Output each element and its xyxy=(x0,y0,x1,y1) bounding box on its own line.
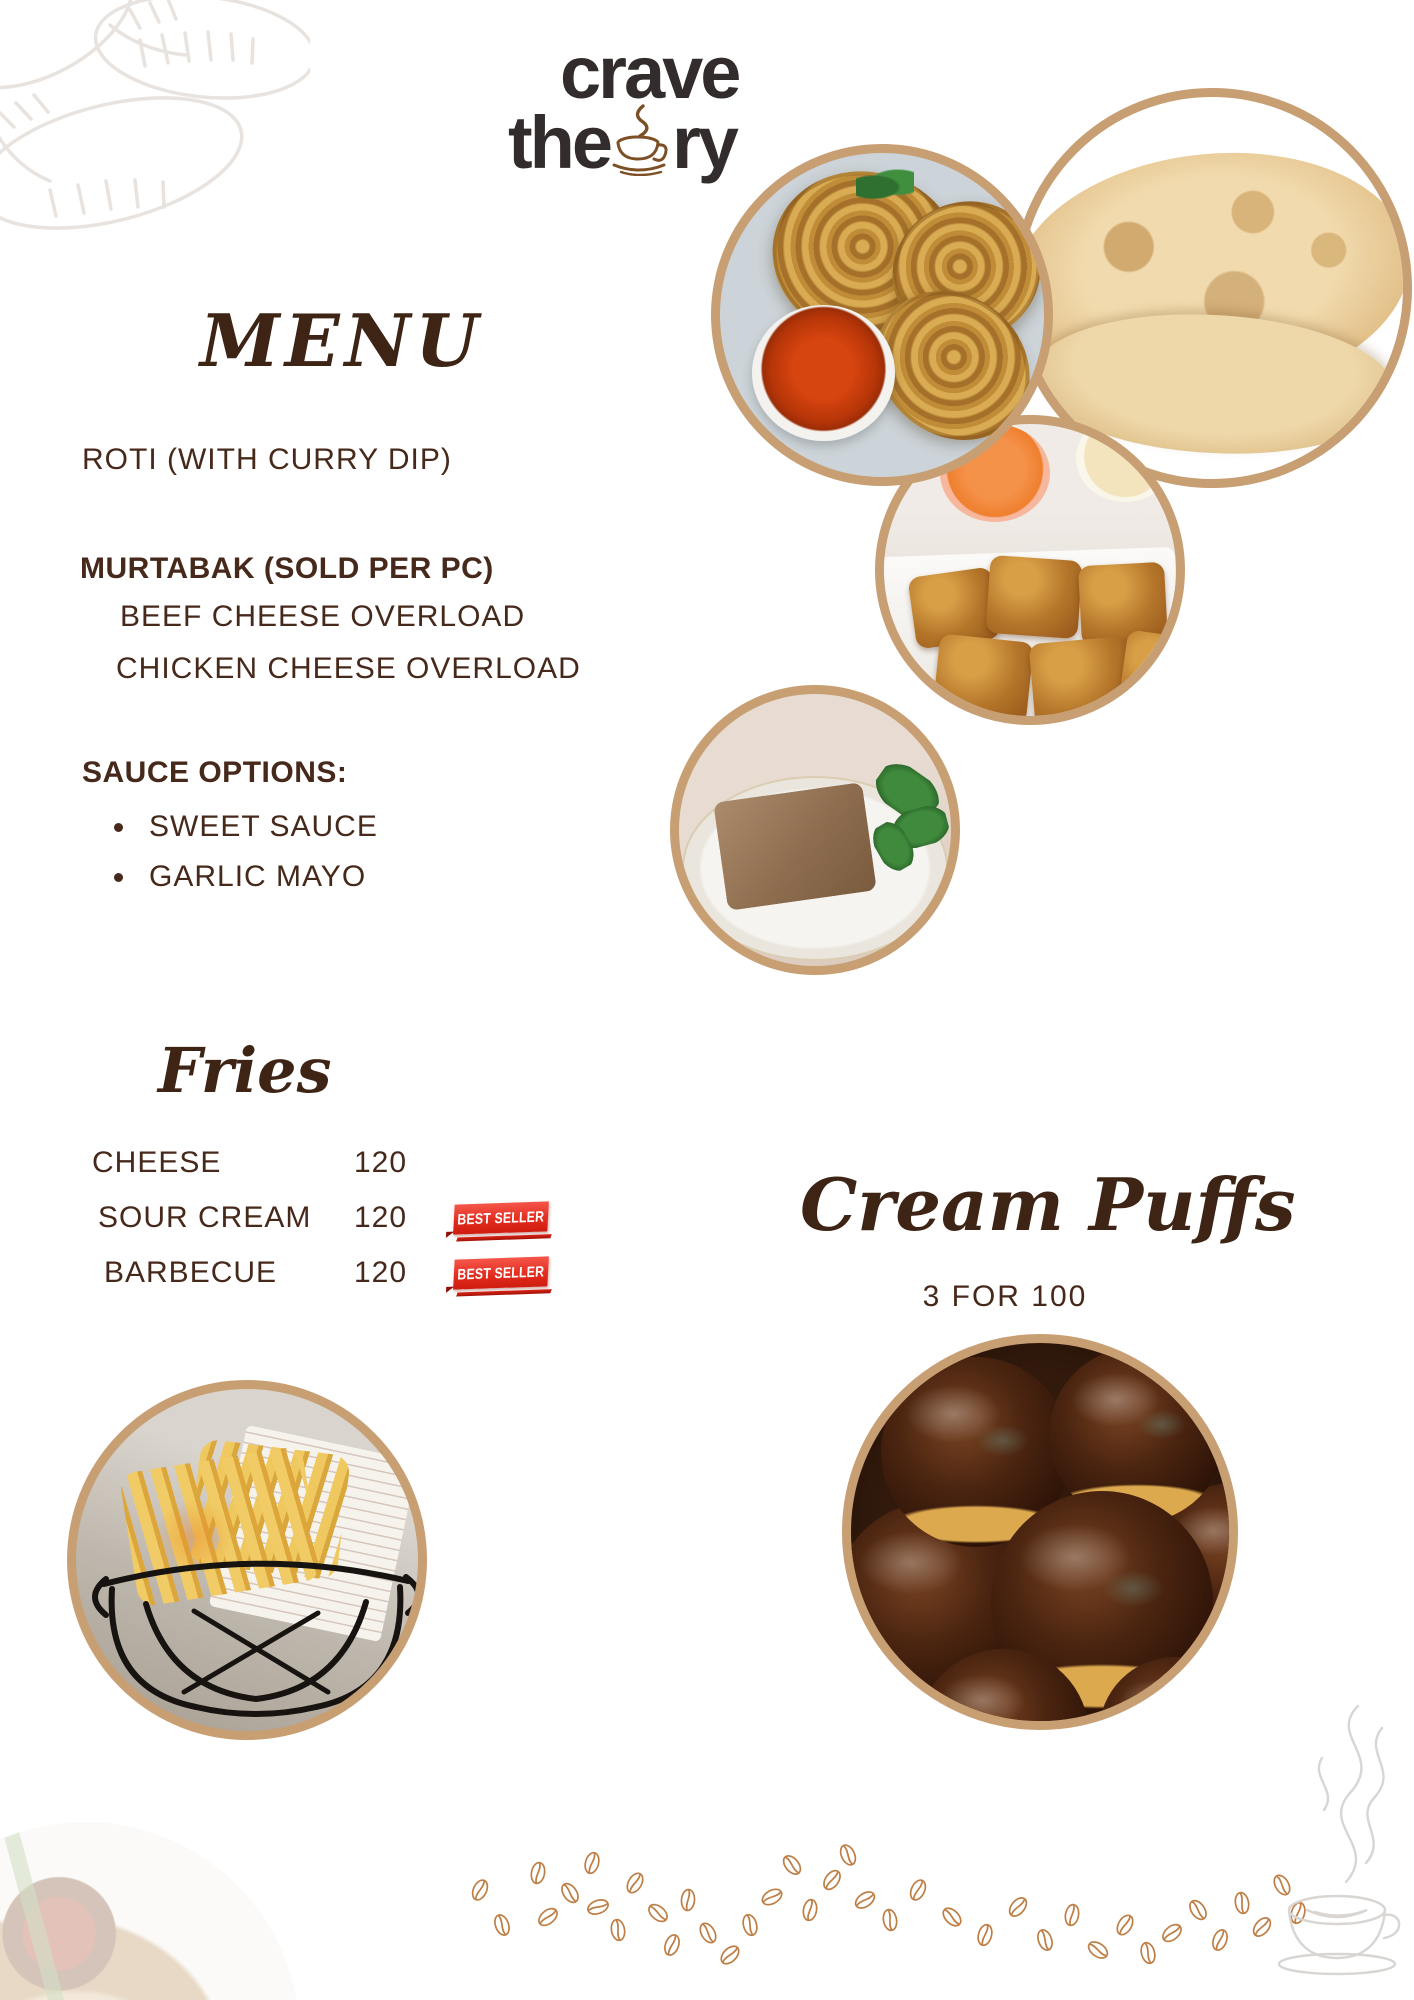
sauce-option-garlic xyxy=(114,860,366,894)
fries-row-barbecue xyxy=(92,1256,562,1311)
roti-curry-photo xyxy=(711,144,1053,486)
cream-puffs-photo xyxy=(842,1334,1238,1730)
corner-food-photo xyxy=(0,1822,300,2000)
bullet-icon xyxy=(114,823,123,832)
cream-puffs-price: 3 FOR 100 xyxy=(922,1280,1088,1313)
murtabak-heading: MURTABAK (SOLD PER PC) xyxy=(80,552,494,585)
murtabak-piece xyxy=(932,633,1034,724)
logo-text-the: the xyxy=(508,101,610,184)
best-seller-badge xyxy=(453,1256,549,1289)
item-name: SOUR CREAM xyxy=(98,1201,312,1234)
brand-logo xyxy=(508,31,739,184)
menu-item-roti: ROTI (WITH CURRY DIP) xyxy=(82,443,452,476)
coffee-cup-sketch-decoration xyxy=(1262,1698,1414,1983)
logo-text-crave: crave xyxy=(560,31,739,114)
sauce-option-label: SWEET SAUCE xyxy=(149,810,378,843)
fries-photo xyxy=(67,1380,427,1740)
best-seller-label: BEST SELLER xyxy=(457,1207,545,1229)
fries-price-list xyxy=(92,1146,562,1311)
item-price: 120 xyxy=(354,1256,408,1289)
sauce-option-label: GARLIC MAYO xyxy=(149,860,367,893)
bullet-icon xyxy=(114,873,123,882)
murtabak-plate-photo xyxy=(670,685,960,975)
best-seller-label: BEST SELLER xyxy=(457,1262,545,1284)
sauce-options-heading: SAUCE OPTIONS: xyxy=(82,756,348,789)
item-name: BARBECUE xyxy=(104,1256,278,1289)
curry-dip-bowl xyxy=(752,305,895,441)
coffee-cup-icon xyxy=(612,102,670,176)
item-price: 120 xyxy=(354,1201,408,1234)
menu-item-chicken-cheese: CHICKEN CHEESE OVERLOAD xyxy=(116,652,581,685)
cream-puffs-title: Cream Puffs xyxy=(800,1162,1296,1247)
murtabak-piece xyxy=(985,555,1082,639)
menu-title: MENU xyxy=(200,298,484,383)
fries-title: Fries xyxy=(158,1034,332,1107)
menu-item-beef-cheese: BEEF CHEESE OVERLOAD xyxy=(120,600,526,633)
bread-sketch-decoration xyxy=(0,0,310,235)
item-name: CHEESE xyxy=(92,1146,222,1179)
best-seller-badge xyxy=(453,1201,549,1234)
item-price: 120 xyxy=(354,1146,408,1179)
herb-garnish xyxy=(856,169,914,201)
fries-row-cheese xyxy=(92,1146,562,1201)
murtabak-piece xyxy=(1029,636,1134,725)
wire-basket xyxy=(76,1389,427,1740)
fries-row-sour-cream xyxy=(92,1201,562,1256)
logo-text-ry: ry xyxy=(672,101,736,184)
murtabak-on-plate xyxy=(713,782,876,911)
coffee-beans-decoration xyxy=(420,1785,1320,1980)
murtabak-piece xyxy=(1116,629,1185,725)
garlic-mayo-cup xyxy=(1076,415,1174,502)
sauce-option-sweet xyxy=(114,810,378,844)
